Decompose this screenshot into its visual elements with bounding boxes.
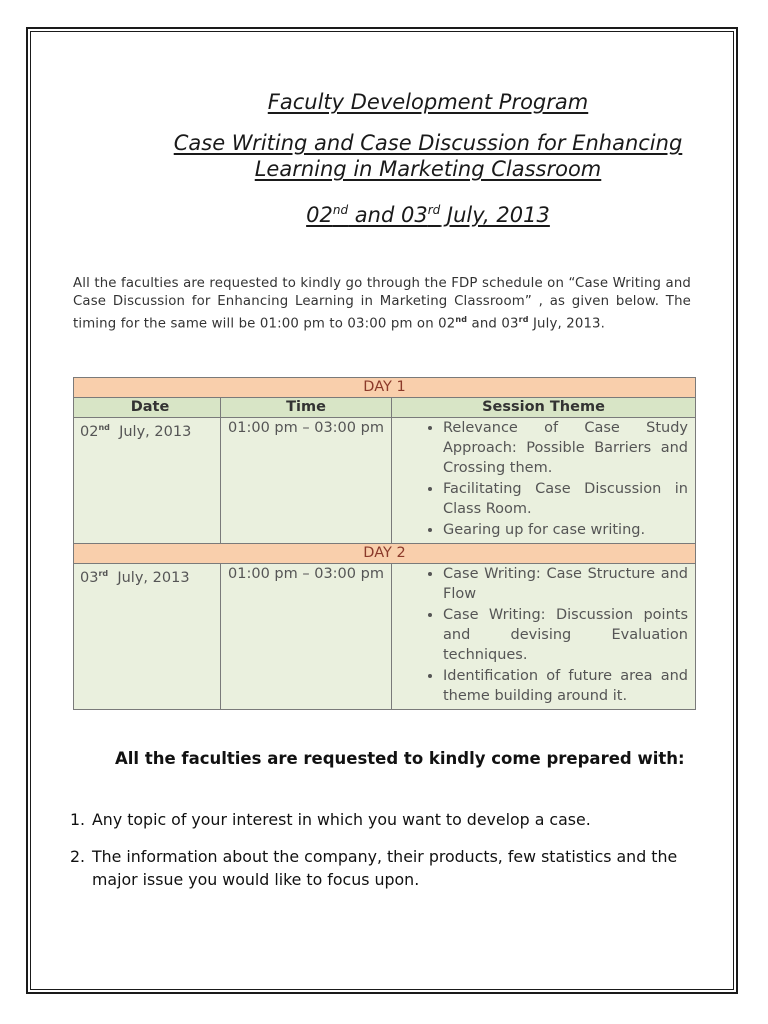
intro-text-2: and 03 (467, 316, 519, 332)
session-theme-list (392, 564, 695, 709)
list-item-number: 2. (70, 847, 86, 866)
list-item: • Case Writing: Case Structure and Flow (443, 564, 688, 604)
session-themes (392, 418, 696, 544)
session-date (74, 564, 221, 710)
session-date-number: 02 (80, 423, 99, 440)
column-header-session-theme: Session Theme (392, 398, 696, 418)
program-title: Faculty Development Program (267, 90, 589, 114)
list-item-number: 1. (70, 810, 86, 829)
prepare-heading: All the faculties are requested to kindly come prepared with: (115, 749, 685, 768)
schedule-table (73, 377, 696, 710)
column-header-date: Date (74, 398, 221, 418)
session-date (74, 418, 221, 544)
list-item: • Relevance of Case Study Approach: Possible Barriers and Crossing them. (443, 418, 688, 478)
list-item: • Identification of future area and theme building around it. (443, 666, 688, 706)
table-row (74, 418, 696, 544)
intro-text-3: July, 2013. (528, 316, 606, 332)
intro-suffix-1: nd (455, 315, 468, 324)
list-item (64, 845, 724, 891)
session-theme-list (392, 418, 695, 543)
table-row (74, 564, 696, 710)
column-header-time: Time (221, 398, 392, 418)
day-label: DAY 2 (74, 544, 696, 564)
intro-paragraph (73, 275, 691, 333)
requirements-list (64, 808, 724, 905)
column-header-row (74, 398, 696, 418)
date-1-suffix: nd (332, 203, 349, 217)
session-date-suffix: rd (98, 569, 109, 578)
list-item-text: Any topic of your interest in which you want to develop a case. (92, 810, 591, 829)
program-dates (0, 197, 768, 228)
session-date-month: July, 2013 (108, 569, 190, 586)
date-month-year: July, 2013 (440, 203, 550, 227)
date-2-suffix: rd (427, 203, 441, 217)
list-item: • Case Writing: Discussion points and devising Evaluation techniques. (443, 605, 688, 665)
topic-title-line-2: Learning in Marketing Classroom (254, 157, 602, 181)
session-date-month: July, 2013 (109, 423, 192, 440)
session-themes (392, 564, 696, 710)
date-connector: and 03 (348, 203, 428, 227)
list-item (64, 808, 724, 831)
list-item: • Facilitating Case Discussion in Class Room. (443, 479, 688, 519)
day-header-row (74, 544, 696, 564)
session-date-suffix: nd (98, 423, 110, 432)
intro-text-1: All the faculties are requested to kindly go through the FDP schedule on “Case Writing and Case Discussion for Enhancing Learning in Marketing Classroom” , as given below. The timing for the same will be 01:00 pm to 03:00 pm on 02 (73, 276, 691, 332)
topic-title-line-1: Case Writing and Case Discussion for Enhancing (173, 131, 683, 155)
session-time: 01:00 pm – 03:00 pm (221, 418, 392, 544)
day-label: DAY 1 (74, 378, 696, 398)
session-time: 01:00 pm – 03:00 pm (221, 564, 392, 710)
list-item-text: The information about the company, their products, few statistics and the major issue you would like to focus upon. (92, 847, 678, 889)
session-date-number: 03 (80, 569, 99, 586)
day-header-row (74, 378, 696, 398)
date-1-number: 02 (306, 203, 333, 227)
list-item: • Gearing up for case writing. (443, 520, 688, 540)
intro-suffix-2: rd (518, 315, 529, 324)
